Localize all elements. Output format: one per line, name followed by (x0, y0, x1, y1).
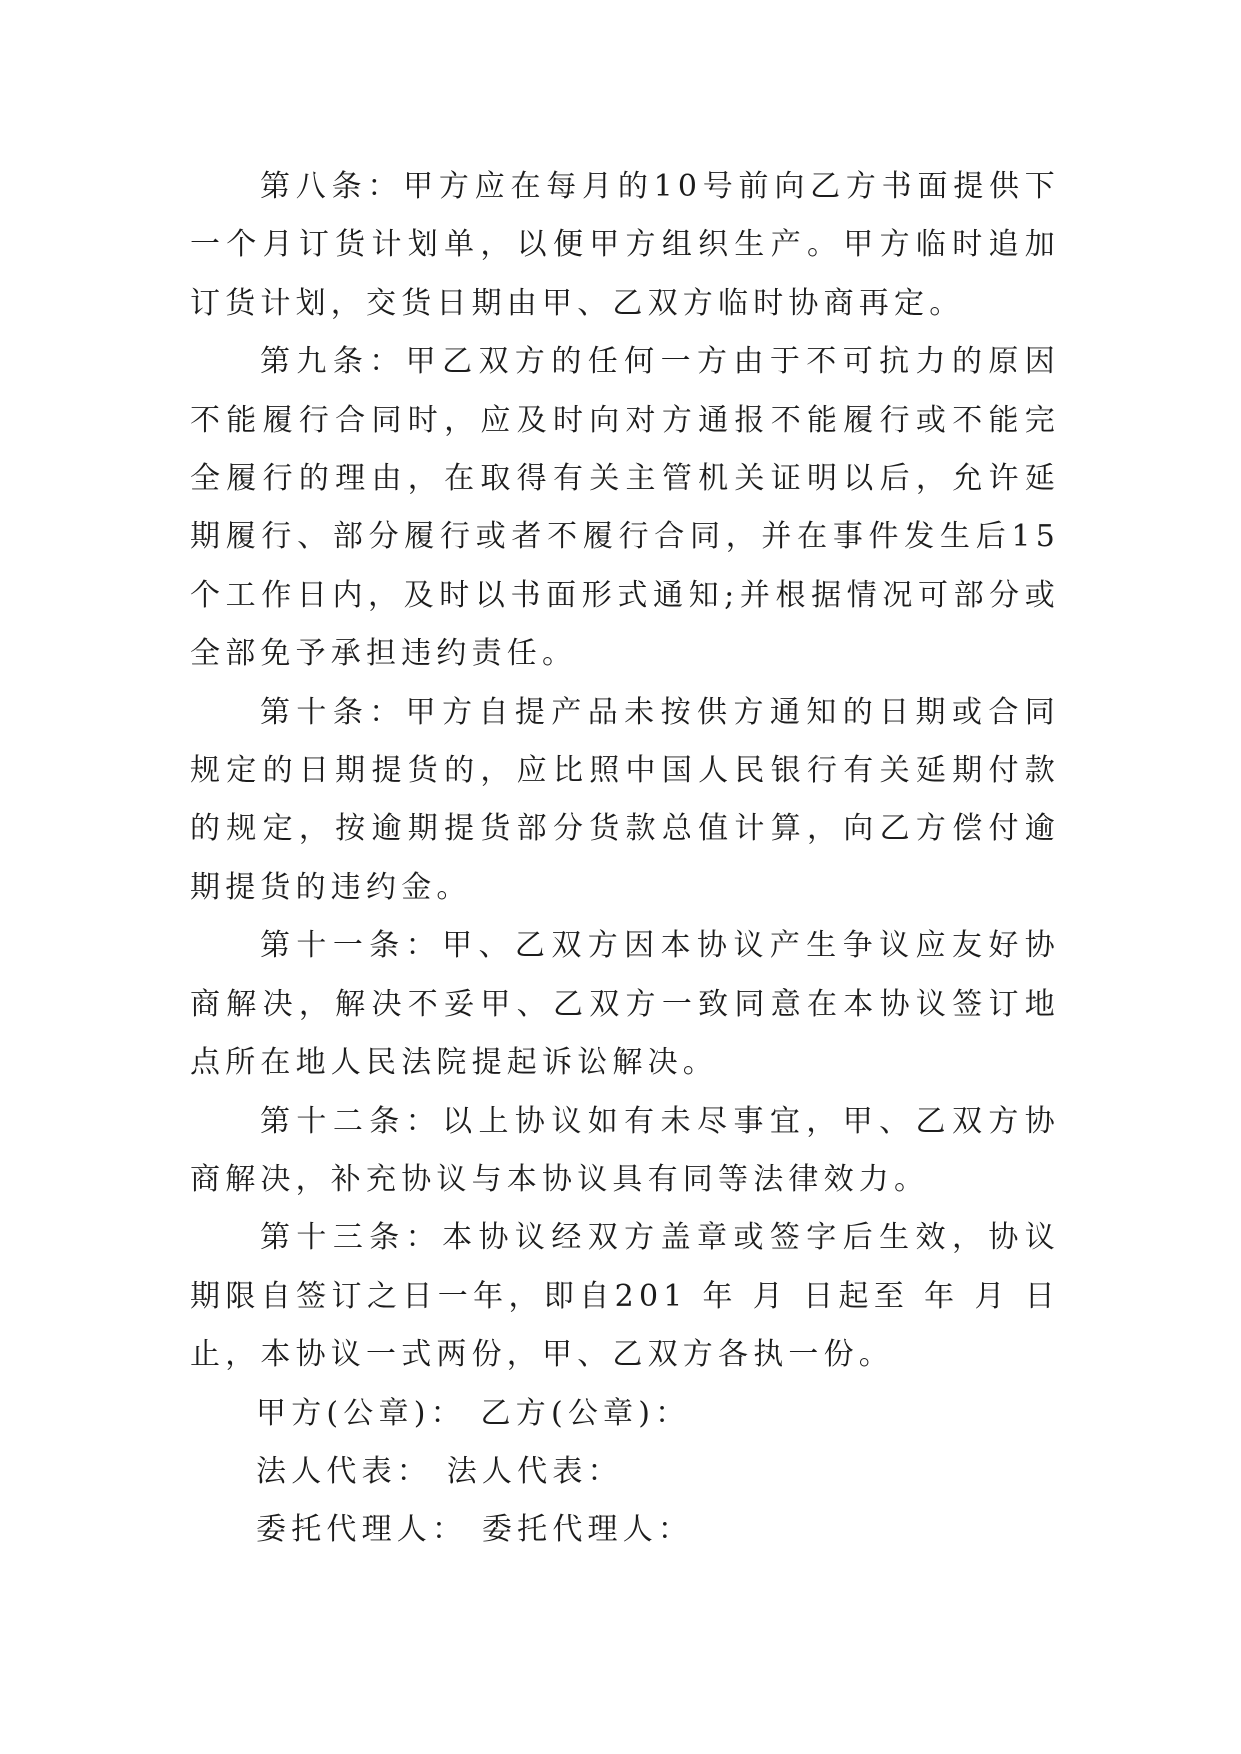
document-body (190, 158, 1060, 1560)
article-9-paragraph: 第九条：甲乙双方的任何一方由于不可抗力的原因不能履行合同时，应及时向对方通报不能履行或不能完全履行的理由，在取得有关主管机关证明以后，允许延期履行、部分履行或者不履行合同，并在事件发生后15个工作日内，及时以书面形式通知;并根据情况可部分或全部免予承担违约责任。 (190, 344, 1060, 672)
article-13-paragraph: 第十三条：本协议经双方盖章或签字后生效，协议期限自签订之日一年，即自201 年 月 日起至 年 月 日止，本协议一式两份，甲、乙双方各执一份。 (190, 1220, 1060, 1373)
signature-seal-line: 甲方(公章)： 乙方(公章)： (256, 1395, 691, 1431)
article-8-paragraph: 第八条：甲方应在每月的10号前向乙方书面提供下一个月订货计划单，以便甲方组织生产。甲方临时追加订货计划，交货日期由甲、乙双方临时协商再定。 (190, 169, 1060, 321)
article-11-paragraph: 第十一条：甲、乙双方因本协议产生争议应友好协商解决，解决不妥甲、乙双方一致同意在本协议签订地点所在地人民法院提起诉讼解决。 (190, 928, 1060, 1081)
article-10-paragraph: 第十条：甲方自提产品未按供方通知的日期或合同规定的日期提货的，应比照中国人民银行有关延期付款的规定，按逾期提货部分货款总值计算，向乙方偿付逾期提货的违约金。 (190, 694, 1060, 905)
signature-legal-rep-line: 法人代表： 法人代表： (256, 1453, 623, 1489)
signature-agent-line: 委托代理人： 委托代理人： (256, 1512, 694, 1548)
article-12-paragraph: 第十二条：以上协议如有未尽事宜，甲、乙双方协商解决，补充协议与本协议具有同等法律效力。 (190, 1103, 1060, 1197)
